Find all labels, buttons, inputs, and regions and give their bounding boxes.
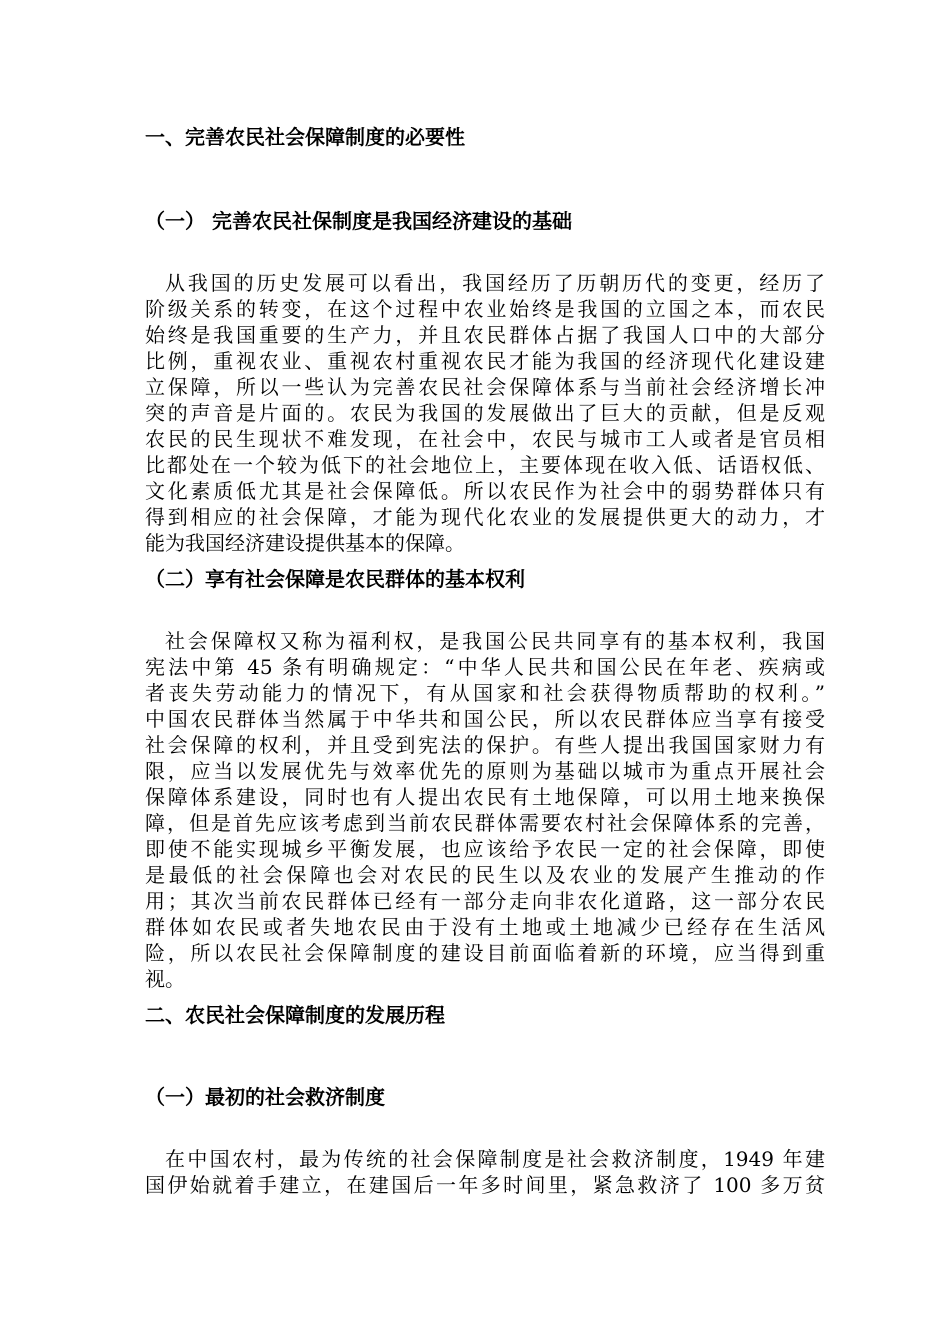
paragraph-line: 从我国的历史发展可以看出，我国经历了历朝历代的变更，经历了 bbox=[165, 271, 825, 295]
paragraph-line: 在中国农村，最为传统的社会保障制度是社会救济制度，1949 年建 bbox=[165, 1147, 825, 1171]
section-1-heading: 一、完善农民社会保障制度的必要性 bbox=[145, 125, 465, 149]
section-2-sub-1-title: （一）最初的社会救济制度 bbox=[145, 1085, 385, 1109]
section-1-sub-1-paragraph bbox=[145, 270, 825, 556]
paragraph-line: 能为我国经济建设提供基本的保障。 bbox=[145, 531, 465, 555]
paragraph-line: 是最低的社会保障也会对农民的民生以及农业的发展产生推动的作 bbox=[145, 863, 825, 887]
paragraph-line: 者丧失劳动能力的情况下，有从国家和社会获得物质帮助的权利。” bbox=[145, 681, 825, 705]
paragraph-line: 群体如农民或者失地农民由于没有土地或土地减少已经存在生活风 bbox=[145, 915, 825, 939]
paragraph-line: 社会保障的权利，并且受到宪法的保护。有些人提出我国国家财力有 bbox=[145, 733, 825, 757]
section-1-sub-2-paragraph bbox=[145, 628, 825, 992]
paragraph-line: 即使不能实现城乡平衡发展，也应该给予农民一定的社会保障，即使 bbox=[145, 837, 825, 861]
paragraph-line: 阶级关系的转变，在这个过程中农业始终是我国的立国之本，而农民 bbox=[145, 297, 825, 321]
paragraph-line: 障，但是首先应该考虑到当前农民群体需要农村社会保障体系的完善， bbox=[145, 811, 825, 835]
paragraph-line: 保障体系建设，同时也有人提出农民有土地保障，可以用土地来换保 bbox=[145, 785, 825, 809]
paragraph-line: 限，应当以发展优先与效率优先的原则为基础以城市为重点开展社会 bbox=[145, 759, 825, 783]
section-1-sub-2-title: （二）享有社会保障是农民群体的基本权利 bbox=[145, 567, 525, 591]
paragraph-line: 立保障，所以一些认为完善农民社会保障体系与当前社会经济增长冲 bbox=[145, 375, 825, 399]
paragraph-line: 国伊始就着手建立，在建国后一年多时间里，紧急救济了 100 多万贫 bbox=[145, 1173, 825, 1197]
paragraph-line: 中国农民群体当然属于中华共和国公民，所以农民群体应当享有接受 bbox=[145, 707, 825, 731]
paragraph-line: 突的声音是片面的。农民为我国的发展做出了巨大的贡献，但是反观 bbox=[145, 401, 825, 425]
paragraph-line: 宪法中第 45 条有明确规定：“中华人民共和国公民在年老、疾病或 bbox=[145, 655, 825, 679]
paragraph-line: 社会保障权又称为福利权，是我国公民共同享有的基本权利，我国 bbox=[165, 629, 825, 653]
section-2-heading: 二、农民社会保障制度的发展历程 bbox=[145, 1003, 445, 1027]
paragraph-line: 农民的民生现状不难发现，在社会中，农民与城市工人或者是官员相 bbox=[145, 427, 825, 451]
paragraph-line: 比都处在一个较为低下的社会地位上，主要体现在收入低、话语权低、 bbox=[145, 453, 825, 477]
paragraph-line: 文化素质低尤其是社会保障低。所以农民作为社会中的弱势群体只有 bbox=[145, 479, 825, 503]
paragraph-line: 比例，重视农业、重视农村重视农民才能为我国的经济现代化建设建 bbox=[145, 349, 825, 373]
paragraph-line: 始终是我国重要的生产力，并且农民群体占据了我国人口中的大部分 bbox=[145, 323, 825, 347]
paragraph-line: 视。 bbox=[145, 967, 185, 991]
paragraph-line: 用；其次当前农民群体已经有一部分走向非农化道路，这一部分农民 bbox=[145, 889, 825, 913]
paragraph-line: 得到相应的社会保障，才能为现代化农业的发展提供更大的动力，才 bbox=[145, 505, 825, 529]
section-1-sub-1-title: （一） 完善农民社保制度是我国经济建设的基础 bbox=[145, 209, 572, 233]
section-2-sub-1-paragraph bbox=[145, 1146, 825, 1198]
paragraph-line: 险，所以农民社会保障制度的建设目前面临着新的环境，应当得到重 bbox=[145, 941, 825, 965]
